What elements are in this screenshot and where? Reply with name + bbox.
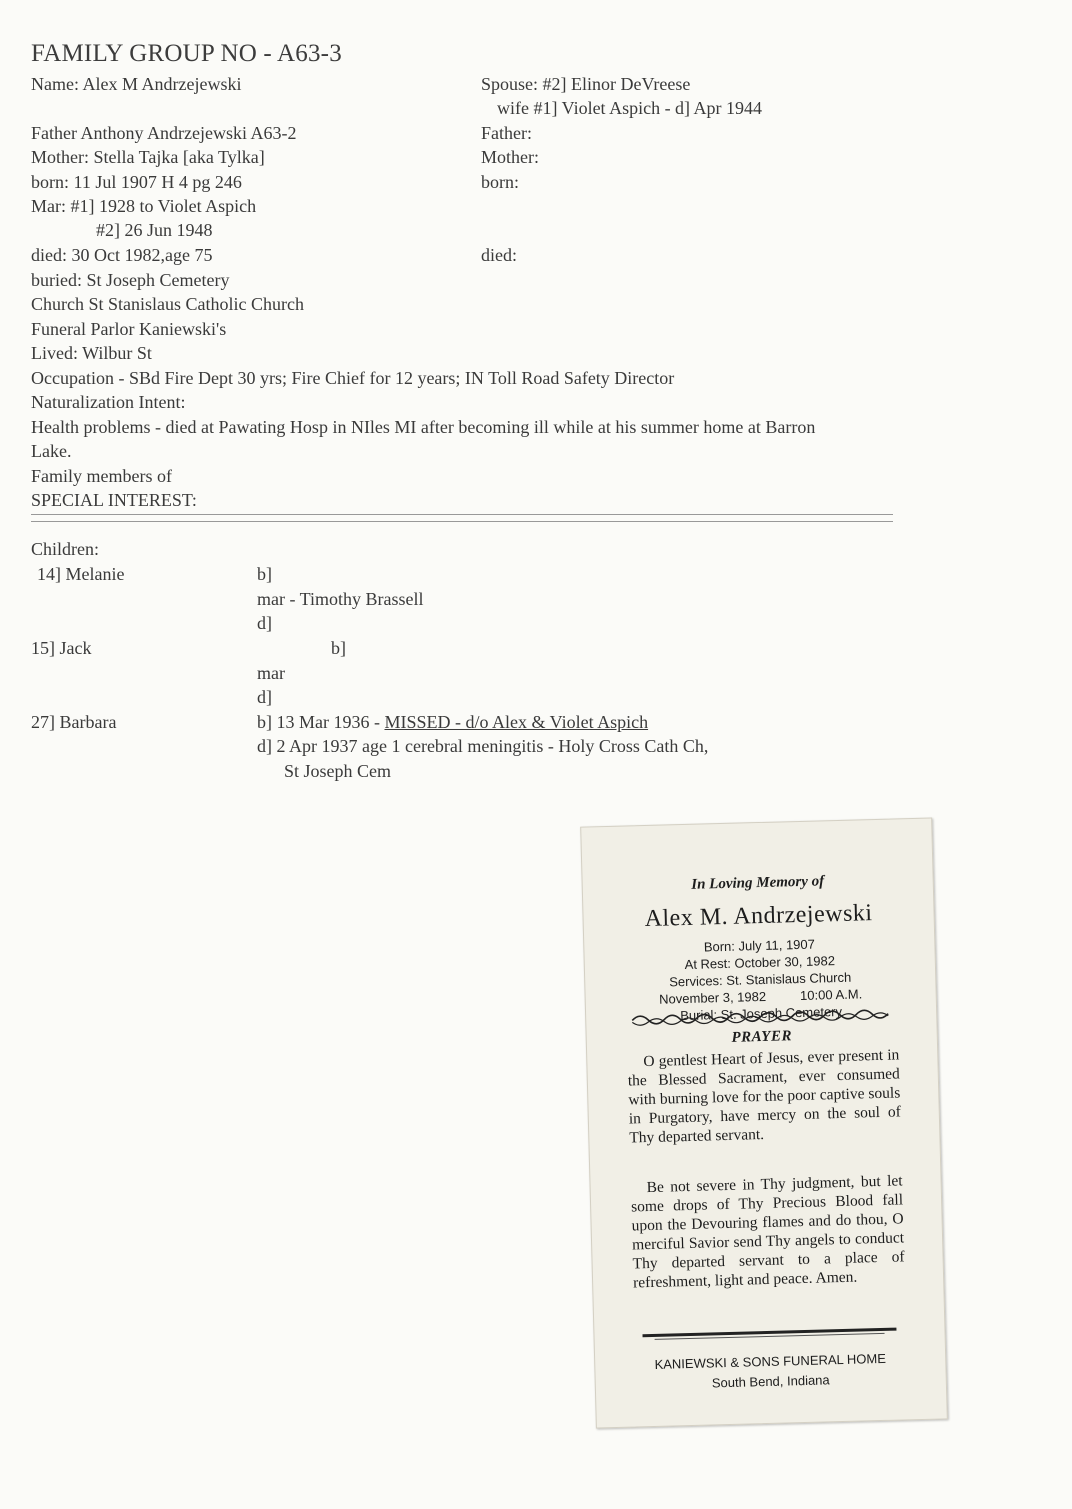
spouse-father-line: Father: [481, 123, 532, 143]
child-marriage: mar - Timothy Brassell [257, 589, 424, 609]
prayer-paragraph-2: Be not severe in Thy judgment, but let some drops of Thy Precious Blood fall upon the Devouring flames and do thou, O merciful Savior send Thy angels to conduct Thy departed servant to a place of refreshment, light and peace. Amen. [630, 1172, 905, 1292]
spouse-born-line: born: [481, 172, 519, 192]
spouse-mother-line: Mother: [481, 147, 539, 167]
funeral-home-location: South Bend, Indiana [711, 1372, 830, 1391]
naturalization-line: Naturalization Intent: [31, 392, 186, 412]
card-services: Services: St. Stanislaus Church [669, 969, 852, 990]
child-marriage: mar [257, 663, 285, 683]
buried-line: buried: St Joseph Cemetery [31, 270, 230, 290]
prayer-title: PRAYER [731, 1028, 793, 1046]
card-services-time: 10:00 A.M. [799, 986, 863, 1004]
separator-rule [31, 514, 893, 522]
child-died: d] 2 Apr 1937 age 1 cerebral meningitis - Holy Cross Cath Ch, [257, 736, 709, 756]
family-members-line: Family members of [31, 466, 172, 486]
marriage-line-1: Mar: #1] 1928 to Violet Aspich [31, 196, 257, 216]
card-born: Born: July 11, 1907 [703, 936, 816, 955]
card-heading: In Loving Memory of [691, 873, 825, 893]
missed-note: MISSED - d/o Alex & Violet Aspich [384, 712, 649, 732]
health-line-cont: Lake. [31, 441, 72, 461]
card-services-date: November 3, 1982 [658, 988, 767, 1007]
child-born: b] [331, 638, 346, 658]
name-line: Name: Alex M Andrzejewski [31, 74, 242, 94]
occupation-line: Occupation - SBd Fire Dept 30 yrs; Fire Chief for 12 years; IN Toll Road Safety Director [31, 368, 675, 388]
child-died: d] [257, 613, 272, 633]
child-name: 27] Barbara [31, 712, 117, 732]
prayer-paragraph-1: O gentlest Heart of Jesus, ever present in the Blessed Sacrament, ever consumed with burning love for the poor captive souls in Purgatory, have mercy on the soul of Thy departed servant. [627, 1046, 901, 1147]
marriage-line-2: #2] 26 Jun 1948 [96, 220, 213, 240]
children-label: Children: [31, 539, 99, 559]
card-at-rest: At Rest: October 30, 1982 [684, 953, 836, 973]
child-name: 14] Melanie [37, 564, 125, 584]
lived-line: Lived: Wilbur St [31, 343, 152, 363]
church-line: Church St Stanislaus Catholic Church [31, 294, 304, 314]
child-born-text: b] 13 Mar 1936 - [257, 712, 385, 732]
card-deceased-name: Alex M. Andrzejewski [644, 900, 873, 933]
child-born [257, 711, 648, 733]
memorial-card [580, 817, 948, 1428]
mother-line: Mother: Stella Tajka [aka Tylka] [31, 147, 265, 167]
funeral-parlor-line: Funeral Parlor Kaniewski's [31, 319, 227, 339]
child-name: 15] Jack [31, 638, 92, 658]
father-line: Father Anthony Andrzejewski A63-2 [31, 123, 297, 143]
health-line: Health problems - died at Pawating Hosp in NIles MI after becoming ill while at his summer home at Barron [31, 417, 816, 437]
special-interest-line: SPECIAL INTEREST: [31, 490, 197, 510]
first-wife-line: wife #1] Violet Aspich - d] Apr 1944 [497, 98, 763, 118]
spouse-line: Spouse: #2] Elinor DeVreese [481, 74, 691, 94]
child-died: d] [257, 687, 272, 707]
spouse-died-line: died: [481, 245, 517, 265]
child-born: b] [257, 564, 272, 584]
child-died-cont: St Joseph Cem [284, 761, 392, 781]
died-line: died: 30 Oct 1982,age 75 [31, 245, 213, 265]
born-line: born: 11 Jul 1907 H 4 pg 246 [31, 172, 242, 192]
page-title: FAMILY GROUP NO - A63-3 [31, 40, 342, 67]
funeral-home-name: KANIEWSKI & SONS FUNERAL HOME [654, 1350, 887, 1372]
card-burial: Burial: St. Joseph Cemetery [680, 1003, 843, 1024]
